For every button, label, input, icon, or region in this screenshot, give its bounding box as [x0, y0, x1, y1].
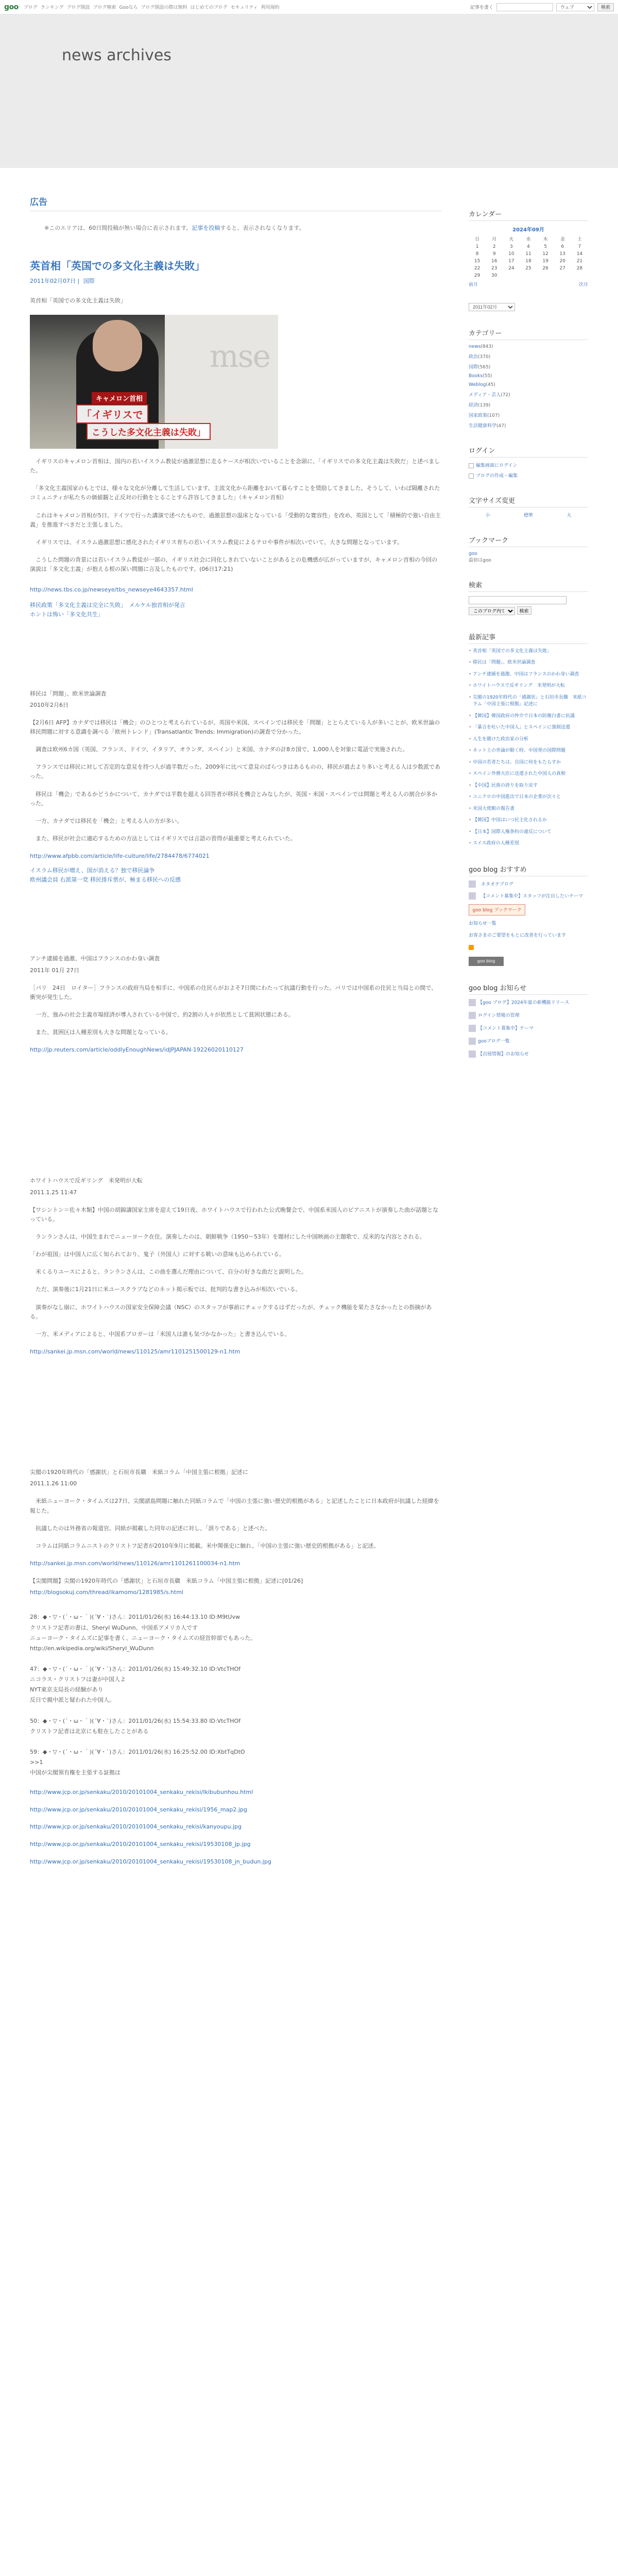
textsize-block [469, 495, 588, 518]
calendar-day[interactable]: 5 [544, 244, 547, 249]
post-paragraph: 一方、カナダでは移民を「機会」と考える人の方が多い。 [30, 817, 183, 824]
post2-related-links [30, 866, 442, 884]
post-paragraph: ランランさんは、中国生まれでニューヨーク在住。演奏したのは、朝鮮戦争（1950〜53年）を題材にした中国映画の主題歌で、反米的な内容とされる。 [30, 1233, 425, 1241]
post-body [30, 457, 442, 574]
news-photo [30, 315, 278, 449]
calendar-weekday: 土 [577, 237, 582, 242]
recent-article-link[interactable]: • アンチ逮捕を過激、中国はフランスのかわ身い調査 [469, 671, 588, 679]
recent-article-link[interactable]: • 尖閣の1920年時代の「感謝状」と石垣市長職 米紙コラム「中国主張に根拠」記述に [469, 694, 588, 708]
calendar-day [571, 272, 588, 279]
recent-article-link[interactable]: • 人生を賭けた政治家の分析 [469, 736, 588, 743]
ad-notice-prefix: ※このエリアは、60日間投稿が無い場合に表示されます。 [44, 225, 192, 231]
calendar-week [469, 258, 588, 265]
textsize-option[interactable]: 大 [566, 513, 572, 518]
post-paragraph: 米くるりユースによると、ランランさんは、この曲を選んだ理由について、自分の好きな曲だと説明した。 [30, 1268, 307, 1276]
category-item[interactable] [469, 374, 588, 379]
bookmark-heading: ブックマーク [469, 535, 588, 547]
calendar-next-link[interactable]: 次月 [578, 282, 588, 287]
post4-source-link[interactable]: http://sankei.jp.msn.com/world/news/110125/amr1101251500129-n1.htm [30, 1348, 241, 1355]
post5-extra-link[interactable]: http://blogsokuj.com/thread/ikamomo/1281985/s.html [30, 1589, 183, 1596]
calendar-day[interactable]: 16 [491, 259, 497, 264]
calendar-day[interactable]: 29 [474, 273, 480, 278]
calendar-day[interactable]: 12 [542, 251, 548, 257]
category-count: (72) [501, 393, 510, 398]
photo-caption-1: 「イギリスで [76, 404, 148, 423]
post-paragraph: 【2月6日 AFP】カナダでは移民は「機会」のひとつと考えられているが、英国や米国、スペインでは移民を「問題」ととらえている人が多いことが、欧米世論の移民問題に対する意識を調べる「欧州トレンド」(Transatlantic Trends: Immigration)の調査で分かった。 [30, 719, 440, 736]
top-nav-item[interactable]: ブログ開設の際は無料 [141, 5, 187, 10]
calendar-day[interactable]: 17 [508, 259, 514, 264]
calendar-day[interactable]: 3 [509, 244, 513, 249]
comment-header: 47：◆・▽・(´・ω・｀)(´∀・`)さん：2011/01/26(水) 15:49:32.10 ID:VtcTHOf [30, 1665, 241, 1672]
news-item[interactable] [469, 1050, 588, 1058]
recommend-link[interactable]: 【コメント募集中】スタッフが注目したいテーマ [481, 894, 583, 899]
calendar-day[interactable]: 2 [492, 244, 496, 249]
category-name[interactable]: Books [469, 374, 483, 379]
post-paragraph: 【ワシントン＝佐々木類】中国の胡錦濤国家主席を迎えて19日夜、ホワイトハウスで行われた公式晩餐会で、中国系米国人のピアニストが演奏した曲が話題となっている。 [30, 1206, 439, 1223]
top-nav-item[interactable]: ブログ検索 [93, 5, 116, 10]
calendar-day[interactable]: 25 [525, 266, 531, 271]
post-paragraph: 米紙ニューヨーク・タイムズは27日、尖閣諸島問題に触れた同紙コラムで「中国の主張に強い歴史的根拠がある」と記述したことに日本政府が抗議した経緯を報じた。 [30, 1498, 439, 1514]
calendar-weekday: 木 [543, 237, 548, 242]
top-right [470, 3, 614, 11]
calendar-day [554, 272, 571, 279]
search-heading: 検索 [469, 580, 588, 592]
calendar-day [537, 272, 554, 279]
recent-article-link[interactable]: • ユニクロの中国進出で日本の企業が次々と [469, 794, 588, 801]
top-nav-item[interactable]: セキュリティ [230, 5, 258, 10]
category-name[interactable]: Weblog [469, 382, 486, 387]
calendar-day[interactable]: 11 [525, 251, 531, 257]
recommend-item[interactable] [469, 880, 588, 888]
post2-title: 移民は「問題」、欧米世論調査 [30, 690, 107, 697]
search-block [469, 580, 588, 615]
news-link[interactable]: 【コメント募集中】テーマ [478, 1026, 534, 1031]
calendar-weekday: 水 [526, 237, 531, 242]
news-link[interactable]: gooブログ一覧 [478, 1039, 510, 1044]
top-search-button[interactable]: 検索 [597, 3, 614, 11]
login-item[interactable] [469, 462, 588, 468]
news-block [469, 982, 588, 1058]
category-item[interactable] [469, 363, 588, 370]
post4-body [30, 1206, 442, 1339]
post4-title: ホワイトハウスで反ギリング 米発明が大転 [30, 1177, 143, 1184]
post-paragraph: 抗議したのは外務省の報道官。同紙が掲載した同年の記述に対し、「誤りである」と述べた。 [30, 1524, 271, 1532]
category-count: (843) [480, 344, 493, 349]
category-name[interactable]: 政治 [469, 354, 478, 360]
calendar-day [503, 272, 520, 279]
recent-article-link[interactable]: • ネット上の世論が動く時、中国発の国際問題 [469, 748, 588, 755]
related-link[interactable]: イスラム移民が増え、国が消える？独で移民論争 [30, 867, 155, 874]
recent-article-link[interactable]: • スイス政府の人種差別 [469, 840, 588, 848]
photo-head [93, 320, 142, 371]
category-name[interactable]: メディア・芸人 [469, 393, 501, 398]
thumbnail-icon [469, 1012, 476, 1019]
category-count: (565) [478, 365, 491, 370]
sub-link[interactable]: お客さまのご要望をもとに改善を行っています [469, 933, 566, 938]
calendar-weekday: 火 [509, 237, 514, 242]
recent-article-link[interactable]: • 【日本】国際人権条約の違反について [469, 829, 588, 836]
calendar-heading: カレンダー [469, 209, 588, 221]
category-item[interactable] [469, 412, 588, 418]
post-article-link[interactable]: 記事を投稿 [192, 225, 220, 231]
post-paragraph: 調査は欧州6カ国（英国、フランス、ドイツ、イタリア、オランダ、スペイン）と米国、カナダの計8カ国で、1,000人を対象に電話で実施された。 [30, 746, 408, 753]
calendar-day[interactable]: 8 [475, 251, 479, 257]
post-paragraph: 一方、強みの社会主義市場経済が導入されている中国で、約2割の人々が依然として貧困状態にある。 [30, 1011, 294, 1019]
recent-article-link[interactable]: • ホワイトハウスで反ギリング 米発明が大転 [469, 683, 588, 690]
post2-body [30, 718, 442, 843]
rss-icon[interactable] [469, 945, 474, 950]
textsize-heading: 文字サイズ変更 [469, 495, 588, 507]
post3-title: アンチ逮捕を過激、中国はフランスのかわ身い調査 [30, 955, 160, 962]
recent-article-link[interactable]: • 中国の若者たちは、自国に何をもたらすか [469, 759, 588, 767]
news-item[interactable] [469, 1025, 588, 1032]
bookmark-block [469, 535, 588, 563]
login-link[interactable]: ブログの作成・編集 [476, 473, 518, 479]
thumbnail-icon [469, 1025, 476, 1032]
textsize-option[interactable]: 小 [485, 513, 490, 518]
calendar-prev-link[interactable]: 前月 [469, 282, 478, 287]
category-name[interactable]: 経済 [469, 403, 478, 408]
extra-link[interactable]: http://www.jcp.or.jp/senkaku/2010/20101004_senkaku_rekisi/kanyoupu.jpg [30, 1823, 242, 1831]
category-count: (370) [478, 354, 491, 360]
post2-source-link[interactable]: http://www.afpbb.com/article/life-culture/life/2784478/6774021 [30, 853, 210, 860]
calendar-weekday: 月 [492, 237, 497, 242]
ad-heading: 広告 [30, 195, 442, 211]
extra-link[interactable]: http://www.jcp.or.jp/senkaku/2010/20101004_senkaku_rekisi/19530108_jn_budun.jpg [30, 1858, 271, 1865]
calendar-week [469, 265, 588, 272]
arrow-icon [469, 473, 474, 479]
comment [30, 1717, 442, 1736]
recent-article-link[interactable]: • 【韓国】韓国政府の仲介で日本の防衛白書に抗議 [469, 713, 588, 720]
calendar-day[interactable]: 1 [475, 244, 479, 249]
related-link[interactable]: 移民政策「多文化主義は完全に失敗」 メルケル独首相が発言 [30, 602, 185, 609]
post-paragraph: また、移民が社会に適応するための方法としてはイギリスでは言語の習得が最重要と考えられていた。 [30, 835, 296, 842]
post-meta: 2011年02月07日 | 国際 [30, 278, 95, 284]
extra-link[interactable]: http://www.jcp.or.jp/senkaku/2010/20101004_senkaku_rekisi/Ikibubunhou.html [30, 1789, 253, 1796]
comment-line: ニコラス・クリストフは妻が中国人よ [30, 1676, 126, 1683]
comment-line: NYT東京支局長の経験があり [30, 1686, 104, 1693]
comment-line: クリストフ記者の書は、Sheryl WuDunn、中国系アメリカ人です [30, 1624, 198, 1631]
write-post-link[interactable]: 記事を書く [470, 5, 493, 10]
recent-article-link[interactable]: • 移民は「問題」、欧米世論調査 [469, 659, 588, 667]
comment-list [30, 1613, 442, 1777]
category-item[interactable] [469, 401, 588, 408]
category-name[interactable]: 国際 [469, 365, 478, 370]
bookmark-banner[interactable]: goo blog ブックマーク [469, 904, 525, 916]
post-title[interactable]: 英首相「英国での多文化主義は失敗」 [30, 260, 205, 272]
post-paragraph: 一方、米メディアによると、中国系ブロガーは「米国人は誰も気づかなかった」と書き込んでいる。 [30, 1330, 290, 1337]
thumbnail-icon [469, 999, 476, 1006]
post-paragraph: こうした問題の背景には若いイスラム教徒が一部の、イギリス社会に同化しきれていないことがあるとの危機感が広がっていますが、キャメロン首相の今回の演説は「多文化主義」が抱える根の深い問題に言及したものです。(06日17:21) [30, 556, 438, 573]
news-heading: goo blog お知らせ [469, 982, 588, 995]
calendar-day[interactable]: 6 [561, 244, 564, 249]
arrow-icon [469, 463, 474, 468]
calendar-day[interactable]: 18 [525, 259, 531, 264]
post-category[interactable]: 国際 [83, 278, 95, 284]
comment [30, 1665, 442, 1705]
post5-source-link[interactable]: http://sankei.jp.msn.com/world/news/110126/amr1101261100034-n1.htm [30, 1560, 241, 1567]
recent-article-link[interactable]: • 米国大使館の報告書 [469, 806, 588, 813]
thumbnail-icon [469, 892, 476, 900]
recommend-link[interactable]: ネタオチブログ [481, 882, 514, 887]
category-name[interactable]: 国家政策 [469, 413, 488, 418]
top-nav-item[interactable]: ブログ [23, 5, 38, 10]
post-paragraph: 「多文化主義国家のもとでは、様々な文化が分離して生活しています。主流文化から距離をおいて暮らすことを奨励してきました。そうして、いわば隔離されたコミュニティが私たちの価値観と正反対の行動をとることすら許容してきました」（キャメロン首相） [30, 485, 440, 501]
news-item[interactable] [469, 1012, 588, 1020]
calendar-day[interactable]: 19 [542, 259, 548, 264]
top-nav-item[interactable]: Gooなら [119, 5, 138, 10]
post5-extra-title: 【尖閣問題】尖閣の1920年時代の「感謝状」と石垣市長職 米紙コラム「中国主張に根拠」記述に[01/26] [30, 1578, 303, 1585]
category-item[interactable] [469, 391, 588, 398]
extra-link[interactable]: http://www.jcp.or.jp/senkaku/2010/20101004_senkaku_rekisi/1956_map2.jpg [30, 1806, 247, 1813]
recent-block [469, 632, 588, 848]
extra-link[interactable]: http://www.jcp.or.jp/senkaku/2010/20101004_senkaku_rekisi/19530108_jp.jpg [30, 1841, 251, 1848]
recent-article-link[interactable]: • 「暴言を吐いた中国人」とスペインに強制送還 [469, 724, 588, 732]
comment-line: http://en.wikipedia.org/wiki/Sheryl_WuDunn [30, 1645, 154, 1652]
calendar-day[interactable]: 21 [576, 259, 583, 264]
category-heading: カテゴリー [469, 328, 588, 340]
calendar-weekday: 金 [560, 237, 565, 242]
photo-caption-name: キャメロン首相 [92, 392, 147, 404]
category-count: (47) [496, 423, 506, 429]
post-paragraph: 「わが祖国」は中国人に広く知られており、鬼子（外国人）に対する戦いの意味も込められている。 [30, 1251, 285, 1258]
related-link[interactable]: ホントは怖い「多文化共生」 [30, 611, 104, 618]
quote-title: 英首相「英国での多文化主義は失敗」 [30, 297, 126, 304]
post4-date: 2011.1.25 11:47 [30, 1189, 77, 1196]
comment-header: 50：◆・▽・(´・ω・｀)(´∀・`)さん：2011/01/26(水) 15:54:33.80 ID:VtcTHOf [30, 1717, 241, 1724]
post3-source-link[interactable]: http://jp.reuters.com/article/oddlyEnoughNews/idJPJAPAN-19226020110127 [30, 1046, 244, 1054]
calendar-week [469, 272, 588, 279]
sidebar-search-scope[interactable] [469, 607, 515, 615]
category-count: (55) [483, 374, 492, 379]
calendar-day[interactable]: 10 [508, 251, 514, 257]
top-nav-item[interactable]: ランキング [40, 5, 64, 10]
calendar-day[interactable]: 23 [491, 266, 497, 271]
post2-date: 2010年2月6日 [30, 701, 68, 708]
source-link[interactable]: http://news.tbs.co.jp/newseye/tbs_newseye4643357.html [30, 586, 193, 594]
comment-line: ニューヨーク・タイムズに記事を書く、ニューヨーク・タイムズの経営幹部でもあった。 [30, 1634, 256, 1641]
category-item[interactable] [469, 344, 588, 349]
blog-title[interactable]: news archives [62, 46, 171, 64]
calendar-day[interactable]: 24 [508, 266, 514, 271]
calendar-day[interactable]: 4 [527, 244, 530, 249]
post3-body [30, 984, 442, 1038]
goo-blog-button[interactable]: goo blog [469, 957, 504, 966]
calendar-table [469, 234, 588, 279]
post-paragraph: ただ、演奏後に1月21日に米ユースクラブなどのネット掲示板では、批判的な書き込みが相次いでいる。 [30, 1286, 301, 1293]
calendar-day[interactable]: 28 [576, 266, 583, 271]
bookmark-desc: 最初はgoo [469, 558, 491, 563]
top-nav-item[interactable]: 利用規約 [261, 5, 280, 10]
category-item[interactable] [469, 382, 588, 387]
post-paragraph: 移民は「機会」であるかどうかについて、カナダでは半数を超える回答者が移民を機会とみなしたが、英国・米国・スペインでは問題と考える人の割合が多かった。 [30, 790, 438, 807]
category-name[interactable]: 生活健康科学 [469, 423, 497, 429]
thumbnail-icon [469, 1038, 476, 1045]
bookmark-link[interactable]: goo [469, 551, 477, 556]
thumbnail-icon [469, 880, 476, 888]
sub-link[interactable]: お知らせ一覧 [469, 921, 496, 926]
login-link[interactable]: 編集画面にログイン [476, 463, 518, 468]
post-paragraph: これはキャメロン首相が5日、ドイツで行った講演で述べたもので、過激思想の温床となっている「受動的な寛容性」を改め、英国として「積極的で強い自由主義」を推進すべきだと主張しました。 [30, 512, 441, 528]
top-nav-item[interactable]: はじめてのブログ [190, 5, 228, 10]
related-links [30, 601, 442, 619]
sidebar-search-button[interactable]: 検索 [517, 606, 531, 615]
post-paragraph: イギリスでは、イスラム過激思想に感化されたイギリス育ちの若いイスラム教徒によるテロや事件が相次いでいて、大きな問題となっています。 [30, 538, 403, 546]
category-block [469, 328, 588, 429]
recommend-item[interactable] [469, 892, 588, 900]
calendar-day [520, 272, 537, 279]
calendar-day[interactable]: 7 [578, 244, 581, 249]
recent-heading: 最新記事 [469, 632, 588, 644]
post3-date: 2011年 01月 27日 [30, 967, 79, 974]
comment-line: >>1 [30, 1758, 43, 1766]
category-item[interactable] [469, 422, 588, 429]
calendar-day[interactable]: 20 [559, 259, 565, 264]
calendar-day[interactable]: 13 [559, 251, 565, 257]
post-date[interactable]: 2011年02月07日 [30, 278, 76, 284]
ad-notice [44, 224, 442, 232]
comment-line: 反日で親中派と疑われた中国人。 [30, 1697, 115, 1704]
top-search-input[interactable] [496, 3, 553, 11]
post-paragraph: フランスでは移民に対して否定的な意見を持つ人が過半数だった。2009年に比べて意見のばらつきはあるものの、移民が過去より多いと考える人は少数派であった。 [30, 764, 441, 780]
category-name[interactable]: news [469, 344, 481, 349]
ad-notice-suffix: すると、表示されなくなります。 [220, 225, 305, 231]
extra-links [30, 1788, 442, 1866]
calendar-day[interactable]: 26 [542, 266, 548, 271]
calendar-day[interactable]: 27 [559, 266, 565, 271]
category-count: (139) [478, 403, 491, 408]
news-item[interactable] [469, 1038, 588, 1045]
calendar-day[interactable]: 14 [576, 251, 583, 257]
comment-header: 28：◆・▽・(´・ω・｀)(´∀・`)さん：2011/01/26(水) 16:44:13.10 ID:M9tUvw [30, 1614, 240, 1621]
post-paragraph: ［パリ 24日 ロイター］フランスの政府当局を相手に、中国系の住民らがおよそ7日間にわたって抗議行動を行った。パリでは中国系の住民と当局との間で、衝突が発生した。 [30, 984, 437, 1001]
post-paragraph: また、貧困区は人種差別も大きな問題となっている。 [30, 1029, 171, 1036]
comment-header: 59：◆・▽・(´・ω・｀)(´∀・`)さん：2011/01/26(水) 16:25:52.00 ID:XbtTqDtO [30, 1748, 245, 1755]
news-link[interactable]: 【出展情報】のお知らせ [478, 1052, 529, 1057]
login-heading: ログイン [469, 445, 588, 457]
related-link[interactable]: 欧州議会員 右派第一党 移民排斥票が、極まる移民への反感 [30, 876, 181, 883]
photo-caption-2: こうした多文化主義は失敗」 [87, 423, 211, 440]
recommend-heading: goo blog おすすめ [469, 864, 588, 876]
post5-date: 2011.1.26 11:00 [30, 1480, 77, 1487]
calendar-day[interactable]: 22 [474, 266, 480, 271]
sidebar [469, 209, 588, 1075]
recent-article-link[interactable]: • スペイン外務大臣に送還された中国人の真相 [469, 771, 588, 778]
sidebar-search-input[interactable] [469, 596, 566, 604]
post5-title: 尖閣の1920年時代の「感謝状」と石垣市長職 米紙コラム「中国主張に根拠」記述に [30, 1469, 248, 1476]
textsize-option[interactable]: 標準 [523, 513, 533, 518]
news-item[interactable] [469, 999, 588, 1007]
goo-logo[interactable]: goo [4, 3, 19, 11]
news-link[interactable]: ログイン情報の管理 [478, 1013, 520, 1018]
category-item[interactable] [469, 353, 588, 360]
post-paragraph: イギリスのキャメロン首相は、国内の若いイスラム教徒が過激思想に走るケースが相次いでいることを念頭に、「イギリスでの多文化主義は失敗だ」と述べました。 [30, 458, 440, 474]
main-column [30, 195, 442, 1866]
post5-body [30, 1497, 442, 1551]
top-nav [24, 4, 470, 10]
calendar-block [469, 209, 588, 311]
photo-wall-text: mse [209, 338, 270, 375]
calendar-week [469, 250, 588, 258]
news-link[interactable]: 【goo ブログ】2024年夏の新機能リリース [478, 1000, 570, 1005]
calendar-day[interactable]: 30 [491, 273, 497, 278]
top-bar [0, 0, 618, 14]
login-item[interactable] [469, 472, 588, 479]
recent-article-link[interactable]: • 【中国】民族の誇りを取り戻す [469, 783, 588, 790]
top-search-scope[interactable] [556, 3, 594, 11]
category-count: (45) [486, 382, 495, 387]
archive-select[interactable] [469, 303, 515, 311]
calendar-month: 2024年09月 [512, 227, 544, 233]
calendar-day[interactable]: 15 [474, 259, 480, 264]
calendar-weekday: 日 [475, 237, 480, 242]
thumbnail-icon [469, 1050, 476, 1058]
category-count: (107) [487, 413, 500, 418]
comment [30, 1748, 442, 1777]
calendar-week [469, 243, 588, 250]
login-block [469, 445, 588, 479]
post-paragraph: 演奏がなし崩に、ホワイトハウスの国家安全保障会議（NSC）のスタッフが事前にチェックするはずだったが、チェック機能を果たさなかったとの指摘がある。 [30, 1303, 432, 1320]
post-paragraph: コラムは同紙コラムニストのクリストフ記者が2010年9月に掲載。米中関係史に触れ、「中国の主張に強い歴史的根拠がある」と記述。 [30, 1542, 380, 1549]
recent-article-link[interactable]: • 英首相「英国での多文化主義は失敗」 [469, 648, 588, 655]
calendar-day[interactable]: 9 [492, 251, 496, 257]
blog-header [0, 14, 618, 168]
calendar-nav [469, 281, 588, 287]
top-nav-item[interactable]: ブログ開設 [66, 5, 90, 10]
comment-line: クリストフ記者は北京にも駐在したことがある [30, 1727, 149, 1735]
comment-line: 中国が尖閣領有権を主張する証拠は [30, 1769, 121, 1776]
comment [30, 1613, 442, 1653]
recommend-block [469, 864, 588, 966]
recent-article-link[interactable]: • 【韓国】中国はいつ民主化されるか [469, 817, 588, 824]
